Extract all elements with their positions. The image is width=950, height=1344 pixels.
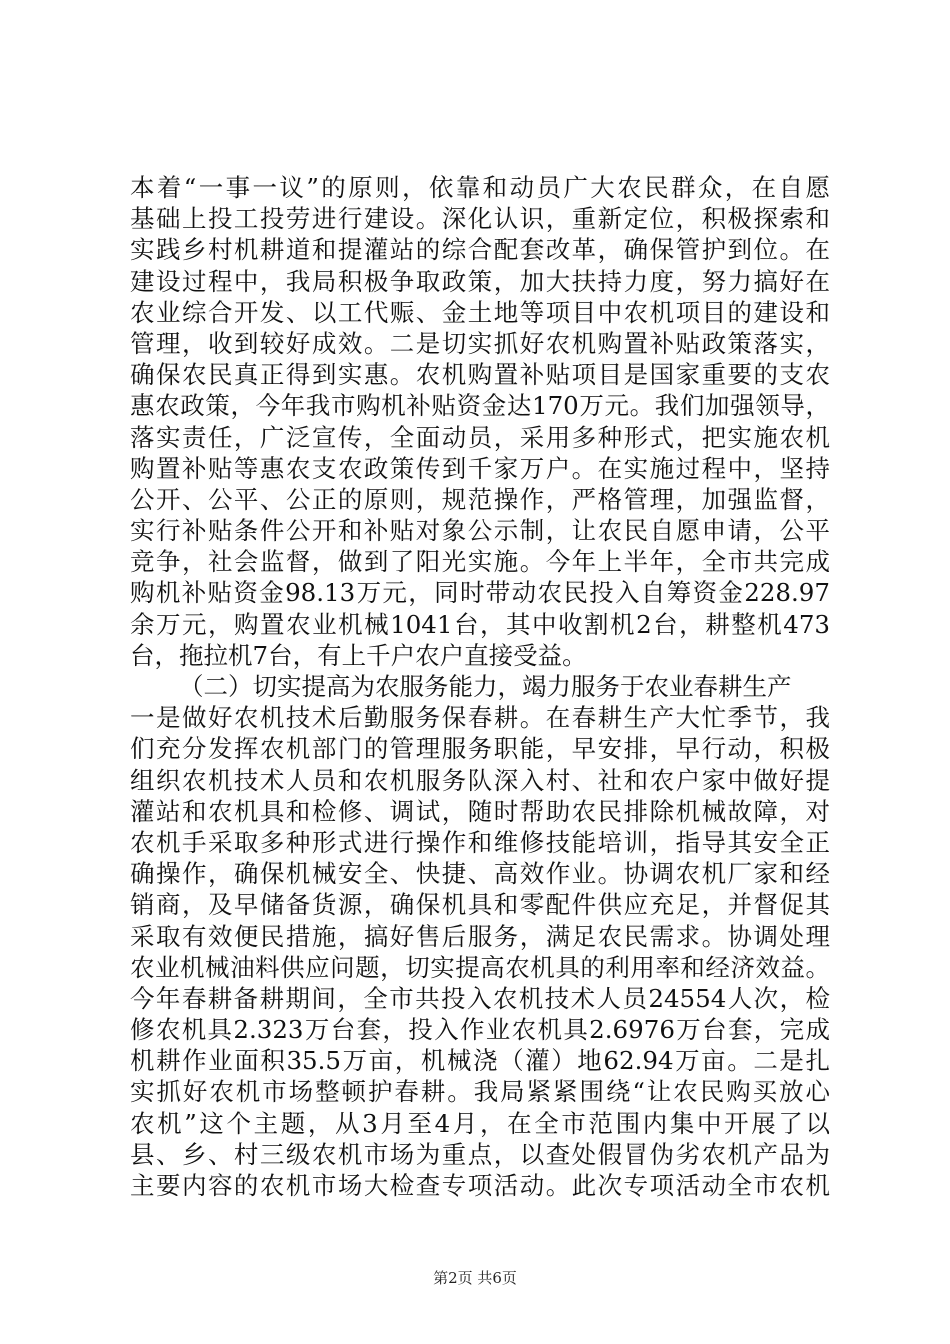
body-text — [130, 172, 830, 1201]
text-line: 惠农政策，今年我市购机补贴资金达170万元。我们加强领导， — [130, 391, 830, 421]
text-line: 购机补贴资金98.13万元，同时带动农民投入自筹资金228.97 — [130, 578, 830, 608]
text-line: 实抓好农机市场整顿护春耕。我局紧紧围绕“让农民购买放心 — [130, 1077, 830, 1107]
text-line: 采取有效便民措施，搞好售后服务，满足农民需求。协调处理 — [130, 921, 830, 951]
text-line: 管理，收到较好成效。二是切实抓好农机购置补贴政策落实， — [130, 328, 830, 358]
text-line: 今年春耕备耕期间，全市共投入农机技术人员24554人次，检 — [130, 983, 830, 1013]
text-line: 修农机具2.323万台套，投入作业农机具2.6976万台套，完成 — [130, 1015, 830, 1045]
text-line: 农机”这个主题，从3月至4月，在全市范围内集中开展了以 — [130, 1108, 830, 1138]
text-line: 实行补贴条件公开和补贴对象公示制，让农民自愿申请，公平 — [130, 516, 830, 546]
text-line: 竞争，社会监督，做到了阳光实施。今年上半年，全市共完成 — [130, 547, 830, 577]
text-line: 建设过程中，我局积极争取政策，加大扶持力度，努力搞好在 — [130, 266, 830, 296]
text-line: 落实责任，广泛宣传，全面动员，采用多种形式，把实施农机 — [130, 422, 830, 452]
text-line: 实践乡村机耕道和提灌站的综合配套改革，确保管护到位。在 — [130, 235, 830, 265]
paragraph-end-line: 台，拖拉机7台，有上千户农户直接受益。 — [130, 640, 587, 670]
text-line: 组织农机技术人员和农机服务队深入村、社和农户家中做好提 — [130, 765, 830, 795]
text-line: 销商，及早储备货源，确保机具和零配件供应充足，并督促其 — [130, 890, 830, 920]
text-line: 农业机械油料供应问题，切实提高农机具的利用率和经济效益。 — [130, 952, 830, 982]
page-number-footer: 第2页 共6页 — [433, 1269, 517, 1287]
text-line: 县、乡、村三级农机市场为重点，以查处假冒伪劣农机产品为 — [130, 1139, 830, 1169]
text-line: 购置补贴等惠农支农政策传到千家万户。在实施过程中，坚持 — [130, 453, 830, 483]
text-line: 们充分发挥农机部门的管理服务职能，早安排，早行动，积极 — [130, 734, 830, 764]
text-line: 农机手采取多种形式进行操作和维修技能培训，指导其安全正 — [130, 827, 830, 857]
text-line: 余万元，购置农业机械1041台，其中收割机2台，耕整机473 — [130, 609, 830, 639]
text-line: 确保农民真正得到实惠。农机购置补贴项目是国家重要的支农 — [130, 360, 830, 390]
section-heading: （二）切实提高为农服务能力，竭力服务于农业春耕生产 — [179, 672, 792, 701]
text-line: 机耕作业面积35.5万亩，机械浇（灌）地62.94万亩。二是扎 — [130, 1046, 830, 1076]
text-line: 本着“一事一议”的原则，依靠和动员广大农民群众，在自愿 — [130, 173, 830, 202]
text-line: 公开、公平、公正的原则，规范操作，严格管理，加强监督， — [130, 484, 830, 514]
text-line: 确操作，确保机械安全、快捷、高效作业。协调农机厂家和经 — [130, 859, 830, 889]
text-line: 主要内容的农机市场大检查专项活动。此次专项活动全市农机 — [130, 1171, 830, 1200]
text-line: 农业综合开发、以工代赈、金土地等项目中农机项目的建设和 — [130, 297, 830, 327]
text-line: 基础上投工投劳进行建设。深化认识，重新定位，积极探索和 — [130, 204, 830, 234]
text-line: 灌站和农机具和检修、调试，随时帮助农民排除机械故障，对 — [130, 796, 830, 826]
text-line: 一是做好农机技术后勤服务保春耕。在春耕生产大忙季节，我 — [130, 703, 830, 733]
